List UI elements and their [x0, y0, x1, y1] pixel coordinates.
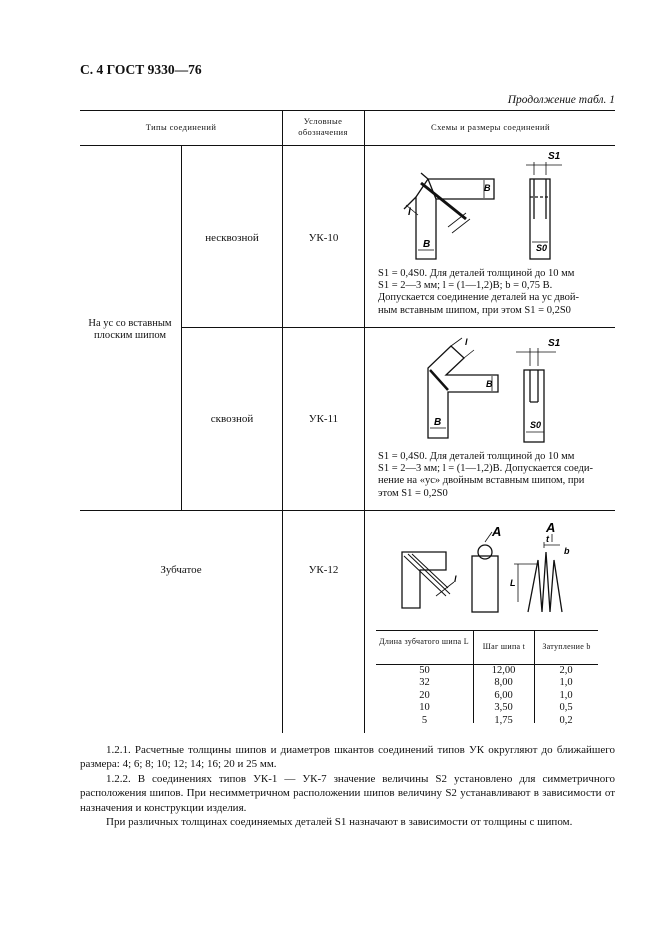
- label-s0-uk11: S0: [530, 420, 542, 430]
- table-continuation-label: Продолжение табл. 1: [507, 94, 615, 106]
- subtable-header-pitch: Шаг шипа t: [482, 642, 526, 651]
- subtable-cell: 1,75: [494, 714, 513, 726]
- col-divider-types: [181, 145, 182, 510]
- subtable-cell: 12,00: [491, 665, 516, 676]
- note-uk10-line-4: ным вставным шипом, при этом S1 = 0,2S0: [378, 304, 571, 316]
- subtable-cell: 20: [419, 689, 430, 701]
- subtable-cell: 2,0: [559, 665, 573, 676]
- note-uk11: [378, 451, 614, 500]
- note-uk10-line-3: Допускается соединение деталей на ус двой-: [378, 292, 580, 304]
- label-l-uk10: l: [408, 207, 411, 218]
- subtable-cell: 5: [421, 714, 428, 726]
- column-header-schemes: Схемы и размеры соединений: [431, 122, 550, 132]
- subtable-cell: 50: [419, 665, 430, 676]
- table-row: [376, 690, 598, 702]
- uk12-scheme: [366, 512, 614, 620]
- paragraph-1-2-2: 1.2.2. В соединениях типов УК-1 — УК-7 значение величины S2 установлено для симметричного расположения шипов. При несимметричном расположении шипов величину S2 устанавливают в зависимости от назначения и конструкции изделия.: [80, 773, 615, 814]
- col-divider-schemes: [364, 110, 365, 733]
- code-uk12: УК-12: [308, 564, 339, 576]
- label-s1-uk11: S1: [548, 338, 561, 349]
- note-uk11-line-4: этом S1 = 0,2S0: [378, 487, 448, 499]
- note-uk11-line-2: S1 = 2—3 мм; l = (1—1,2)B. Допускается соеди-: [378, 463, 593, 475]
- label-b-uk11: B: [434, 417, 442, 428]
- label-b-small-uk10: B: [484, 183, 491, 193]
- page-header: С. 4 ГОСТ 9330—76: [80, 62, 202, 77]
- subtable-cell: 8,00: [494, 677, 513, 689]
- subtable-cell: 32: [419, 677, 430, 689]
- subtable-cell: 3,50: [494, 702, 513, 714]
- code-uk11: УК-11: [308, 413, 339, 425]
- label-l-uk11: l: [465, 337, 468, 347]
- note-uk11-line-1: S1 = 0,4S0. Для деталей толщиной до 10 мм: [378, 451, 575, 462]
- subtable-body: [376, 665, 598, 727]
- uk10-scheme: [366, 147, 614, 267]
- label-s0-uk10: S0: [536, 243, 548, 253]
- note-uk10-line-2: S1 = 2—3 мм; l = (1—1,2)B; b = 0,75 B.: [378, 280, 553, 292]
- label-b-uk10: B: [423, 239, 431, 250]
- table-row: [376, 677, 598, 689]
- uk11-scheme: [366, 330, 614, 450]
- label-b-uk12: b: [564, 546, 570, 556]
- label-a-right: A: [546, 520, 556, 535]
- subtable-cell: 1,0: [559, 677, 573, 689]
- label-L-uk12: L: [510, 578, 516, 588]
- note-uk10: [378, 268, 614, 317]
- row-divider-2: [80, 510, 615, 511]
- code-uk10: УК-10: [308, 232, 339, 244]
- subtype-uk11: сквозной: [210, 413, 254, 425]
- label-a-left: A: [492, 524, 502, 539]
- note-uk11-line-3: нение на «ус» двойным вставным шипом, при: [378, 475, 585, 487]
- table-row: [376, 665, 598, 677]
- subtable-top-rule: [376, 630, 598, 631]
- paragraph-thickness: При различных толщинах соединяемых деталей S1 назначают в зависимости от толщины с шипом.: [106, 816, 573, 828]
- table-row: [376, 702, 598, 714]
- label-l-uk12: l: [454, 574, 457, 584]
- label-b-small-uk11: B: [486, 379, 493, 389]
- column-header-types: Типы соединений: [145, 122, 217, 132]
- table-row: [376, 715, 598, 727]
- subtype-uk12: Зубчатое: [160, 564, 202, 576]
- column-header-symbols: Условные обозначения: [298, 116, 348, 137]
- paragraph-1-2-1: 1.2.1. Расчетные толщины шипов и диаметров шкантов соединений типов УК округляют до ближайшего размера: 4; 6; 8; 10; 12; 14; 16; 20 и 25 мм.: [80, 744, 615, 771]
- row-divider-1: [181, 327, 615, 328]
- group-label: На ус со вставным плоским шипом: [88, 318, 172, 341]
- label-t-uk12: t: [546, 534, 549, 544]
- subtable-cell: 10: [419, 702, 430, 714]
- note-uk10-line-1: S1 = 0,4S0. Для деталей толщиной до 10 мм: [378, 268, 575, 279]
- subtype-uk10: несквозной: [205, 232, 259, 244]
- table-top-rule: [80, 110, 615, 111]
- table-header-rule: [80, 145, 615, 146]
- subtable-cell: 1,0: [559, 689, 573, 701]
- subtable-cell: 0,2: [559, 714, 573, 726]
- subtable-header-blunt: Затупление b: [542, 642, 591, 651]
- subtable-cell: 6,00: [494, 689, 513, 701]
- label-s1-uk10: S1: [548, 151, 561, 162]
- subtable-cell: 0,5: [559, 702, 573, 714]
- subtable-header-length: Длина зубчатого шипа L: [379, 637, 469, 646]
